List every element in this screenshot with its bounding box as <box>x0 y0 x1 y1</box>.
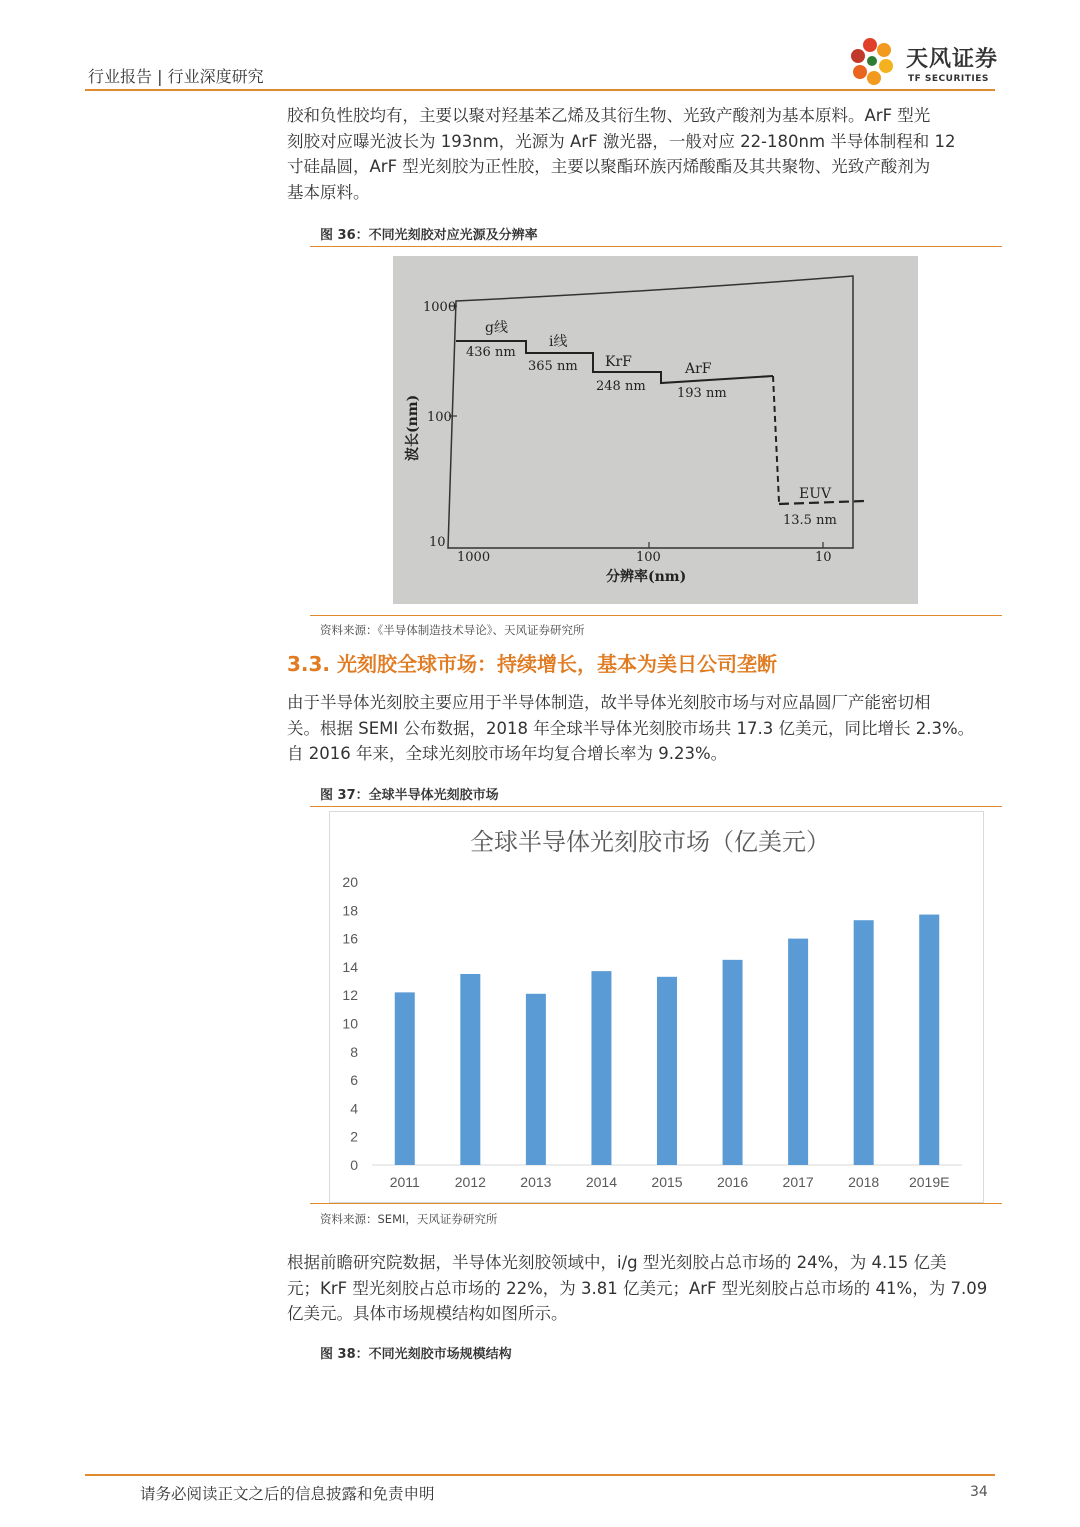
text-line: 基本原料。 <box>287 182 370 202</box>
x-tick-label: 1000 <box>457 550 491 565</box>
figure-38-caption: 图 38：不同光刻胶市场规模结构 <box>320 1347 512 1362</box>
x-tick-label: 2012 <box>454 1174 486 1190</box>
y-tick-label: 18 <box>342 902 358 919</box>
y-axis-label: 波长(nm) <box>405 394 421 461</box>
bar-2016 <box>723 960 743 1165</box>
x-tick-label: 100 <box>636 550 661 565</box>
text-line: 自 2016 年来，全球光刻胶市场年均复合增长率为 9.23%。 <box>287 744 728 763</box>
section-heading: 3.3. 光刻胶全球市场：持续增长，基本为美日公司垄断 <box>287 652 777 676</box>
y-tick-label: 8 <box>350 1043 358 1060</box>
text-line: 亿美元。具体市场规模结构如图所示。 <box>287 1304 568 1323</box>
step-name-label: i线 <box>549 334 568 350</box>
y-tick-label: 2 <box>350 1128 358 1145</box>
text-line: 根据前瞻研究院数据，半导体光刻胶领域中，i/g 型光刻胶占总市场的 24%，为 4.15 亿美 <box>287 1253 947 1272</box>
step-wavelength-label: 365 nm <box>528 359 578 374</box>
bar-chart-svg <box>330 812 983 1202</box>
text-line: 寸硅晶圆，ArF 型光刻胶为正性胶，主要以聚酯环族丙烯酸酯及其共聚物、光致产酸剂为 <box>287 157 931 176</box>
footer-rule <box>85 1474 995 1476</box>
y-tick-label: 10 <box>429 535 446 550</box>
bar-2019E <box>919 915 939 1165</box>
bar-2013 <box>526 994 546 1165</box>
figure-37-bottom-rule <box>310 1203 1002 1204</box>
header-title: 行业报告 | 行业深度研究 <box>88 67 264 86</box>
chart-title: 全球半导体光刻胶市场（亿美元） <box>470 829 830 856</box>
x-tick-label: 2016 <box>716 1174 749 1190</box>
figure-36-caption: 图 36：不同光刻胶对应光源及分辨率 <box>320 228 538 243</box>
intro-paragraph <box>287 103 997 205</box>
company-logo <box>848 36 998 88</box>
figure-36-bottom-rule <box>310 615 1002 616</box>
text-line: 刻胶对应曝光波长为 193nm，光源为 ArF 激光器，一般对应 22-180nm 半导体制程和 12 <box>287 131 956 151</box>
footer-disclaimer: 请务必阅读正文之后的信息披露和免责申明 <box>140 1485 435 1503</box>
y-tick-label: 0 <box>350 1157 358 1173</box>
flower-logo-icon <box>848 36 904 88</box>
step-name-label: ArF <box>685 361 712 377</box>
text-line: 关。根据 SEMI 公布数据，2018 年全球半导体光刻胶市场共 17.3 亿美元，同比增长 2.3%。 <box>287 718 975 738</box>
bar-2011 <box>395 992 415 1165</box>
wavelength-resolution-diagram <box>393 256 918 604</box>
bar-2014 <box>591 971 611 1165</box>
bar-2017 <box>788 939 808 1165</box>
step-wavelength-label: 436 nm <box>466 345 516 360</box>
text-line: 由于半导体光刻胶主要应用于半导体制造，故半导体光刻胶市场与对应晶圆厂产能密切相 <box>287 693 931 712</box>
y-tick-label: 12 <box>342 987 358 1004</box>
x-tick-label: 10 <box>815 550 832 565</box>
y-tick-label: 20 <box>342 874 358 890</box>
step-wavelength-label: 193 nm <box>677 386 727 401</box>
bar-2018 <box>854 920 874 1165</box>
page-number: 34 <box>970 1484 988 1500</box>
figure-37-top-rule <box>310 806 1002 807</box>
step-name-label: KrF <box>605 354 632 370</box>
logo-chinese-name: 天风证券 <box>906 47 999 72</box>
step-wavelength-label: 13.5 nm <box>783 513 837 528</box>
x-tick-label: 2019E <box>908 1174 950 1190</box>
x-tick-label: 2018 <box>848 1174 880 1190</box>
y-tick-label: 16 <box>342 930 358 947</box>
x-axis-label: 分辨率(nm) <box>606 569 687 585</box>
x-tick-label: 2017 <box>782 1174 814 1190</box>
y-tick-label: 4 <box>350 1100 358 1117</box>
x-tick-label: 2013 <box>520 1174 552 1190</box>
y-tick-label: 10 <box>342 1015 358 1032</box>
step-name-label: EUV <box>799 486 832 502</box>
figure-36-photo <box>393 256 918 604</box>
figure-36-source: 资料来源：《半导体制造技术导论》、天风证券研究所 <box>320 623 585 637</box>
text-line: 元；KrF 型光刻胶占总市场的 22%，为 3.81 亿美元；ArF 型光刻胶占总市场的 41%，为 7.09 <box>287 1278 988 1298</box>
market-bar-chart <box>329 811 984 1203</box>
x-tick-label: 2011 <box>389 1174 420 1190</box>
market-paragraph <box>287 690 997 767</box>
x-tick-label: 2015 <box>651 1174 683 1190</box>
x-tick-label: 2014 <box>585 1174 618 1190</box>
figure-37-caption: 图 37：全球半导体光刻胶市场 <box>320 788 499 803</box>
figure-37-source: 资料来源：SEMI，天风证券研究所 <box>320 1212 498 1226</box>
y-tick-label: 6 <box>350 1072 358 1089</box>
bar-2015 <box>657 977 677 1165</box>
header-rule <box>85 89 995 91</box>
figure-36-top-rule <box>310 246 1002 247</box>
step-name-label: g线 <box>485 320 508 336</box>
y-tick-label: 100 <box>427 410 452 425</box>
logo-english-name: TF SECURITIES <box>908 74 989 84</box>
structure-paragraph <box>287 1250 997 1327</box>
bar-2012 <box>460 974 480 1165</box>
y-tick-label: 1000 <box>423 300 457 315</box>
y-tick-label: 14 <box>342 958 358 975</box>
text-line: 胶和负性胶均有，主要以聚对羟基苯乙烯及其衍生物、光致产酸剂为基本原料。ArF 型光 <box>287 106 931 125</box>
step-wavelength-label: 248 nm <box>596 379 646 394</box>
